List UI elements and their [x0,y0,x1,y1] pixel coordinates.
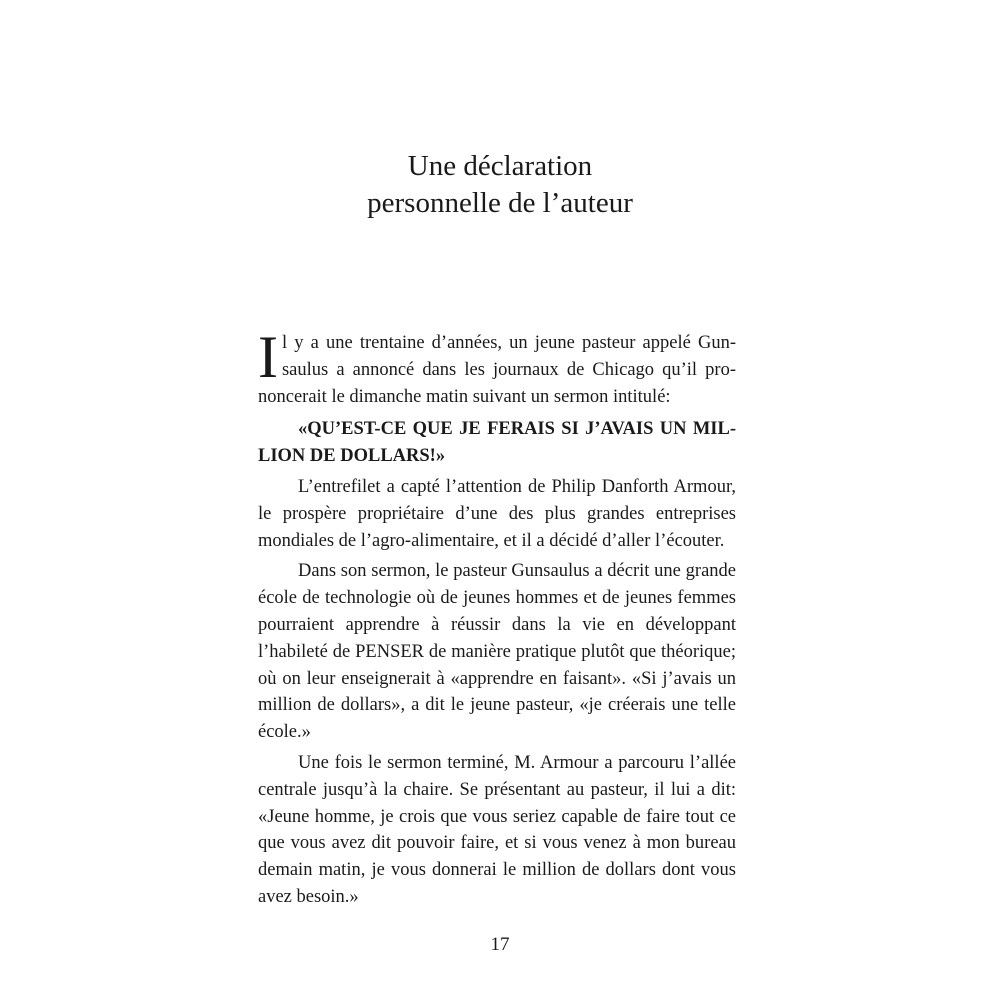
paragraph-4: Dans son sermon, le pasteur Gunsaulus a décrit une grande école de technologie où de jeunes hommes et de jeunes femmes pourraient apprendre à réussir dans la vie en développant l’habileté de PENSER de manière pratique plutôt que théorique; où on leur enseignerait à «apprendre en faisant». «Si j’avais un million de dollars», a dit le jeune pasteur, «je créerais une telle école.» [258,561,736,743]
page-number: 17 [490,934,510,955]
drop-cap: I [258,324,278,390]
chapter-title [0,148,1000,222]
chapter-title-line-1: Une déclaration [407,150,593,182]
paragraph-1 [258,324,736,410]
paragraph-1-text: l y a une trentaine d’années, un jeune pasteur appelé Gunsaulus a annoncé dans les journaux de Chicago qu’il prononcerait le dimanche matin suivant un sermon intitulé: [258,333,736,407]
body-text [258,324,736,915]
paragraph-3: L’entrefilet a capté l’attention de Philip Danforth Armour, le prospère propriétaire d’une des plus grandes entreprises mondiales de l’agro-alimentaire, et il a décidé d’aller l’écouter. [258,476,736,551]
paragraph-2-sermon-title: «QU’EST-CE QUE JE FERAIS SI J’AVAIS UN MILLION DE DOLLARS!» [258,419,736,467]
paragraph-5: Une fois le sermon terminé, M. Armour a parcouru l’allée centrale jusqu’à la chaire. Se présentant au pasteur, il lui a dit: «Jeune homme, je crois que vous seriez capable de faire tout ce que vous avez dit pouvoir faire, et si vous venez à mon bureau demain matin, je vous donnerai le million de dollars dont vous avez besoin.» [258,752,736,907]
chapter-title-line-2: personnelle de l’auteur [367,187,633,219]
